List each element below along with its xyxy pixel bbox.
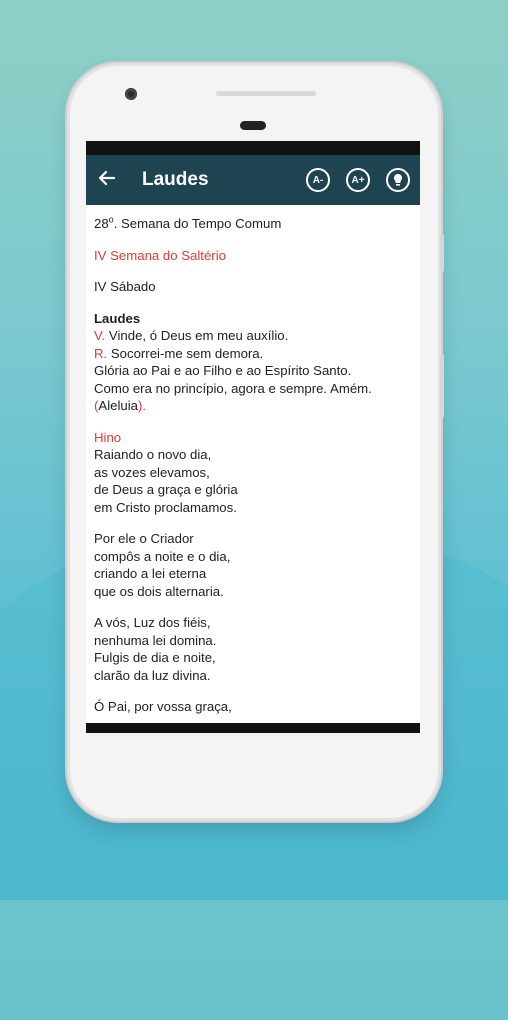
hymn-line: Por ele o Criador bbox=[94, 531, 194, 546]
phone-frame bbox=[70, 66, 438, 818]
app-bar bbox=[86, 155, 420, 205]
liturgical-week: 28$^o$. Semana do Tempo Comum bbox=[94, 214, 282, 231]
aleluia-close: ). bbox=[138, 398, 147, 413]
hymn-stanza-2 bbox=[94, 530, 412, 600]
lightbulb-icon[interactable] bbox=[386, 168, 410, 192]
versicle-marker: V. bbox=[94, 328, 106, 343]
versicle-text: Vinde, ó Deus em meu auxílio. bbox=[105, 328, 289, 343]
front-camera bbox=[125, 88, 137, 100]
earpiece-speaker bbox=[216, 91, 316, 96]
back-arrow-icon[interactable] bbox=[98, 155, 134, 205]
font-decrease-icon[interactable]: A- bbox=[306, 168, 330, 192]
hymn-line: clarão da luz divina. bbox=[94, 667, 211, 683]
hymn-line: criando a lei eterna bbox=[94, 566, 207, 581]
hymn-line: as vozes elevamos, bbox=[94, 464, 210, 480]
status-bar bbox=[86, 141, 420, 155]
phone-screen bbox=[86, 141, 420, 733]
response-text: Socorrei-me sem demora. bbox=[107, 345, 264, 361]
hymn-line: compôs a noite e o dia, bbox=[94, 548, 231, 564]
hymn-line: Fulgis de dia e noite, bbox=[94, 650, 216, 665]
hymn-line: Ó Pai, por vossa graça, bbox=[94, 699, 232, 714]
hymn-stanza-3 bbox=[94, 614, 412, 684]
hymn-stanza-4 bbox=[94, 698, 412, 716]
aleluia-open: ( bbox=[94, 398, 99, 413]
response-marker: R. bbox=[94, 345, 108, 361]
liturgical-day: IV Sábado bbox=[94, 279, 156, 294]
hymn-stanza-1 bbox=[94, 429, 412, 517]
hymn-line: nenhuma lei domina. bbox=[94, 632, 217, 648]
hymn-line: Raiando o novo dia, bbox=[94, 447, 212, 462]
power-button bbox=[440, 234, 444, 272]
font-increase-icon[interactable]: A+ bbox=[346, 168, 370, 192]
hymn-line: que os dois alternaria. bbox=[94, 583, 224, 599]
hymn-title: Hino bbox=[94, 429, 122, 445]
sensor-slot bbox=[240, 121, 266, 130]
volume-button bbox=[440, 354, 444, 418]
psalter-week: IV Semana do Saltério bbox=[94, 247, 226, 263]
gloria-line-1: Glória ao Pai e ao Filho e ao Espírito Santo. bbox=[94, 363, 352, 378]
hymn-line: A vós, Luz dos fiéis, bbox=[94, 615, 211, 630]
section-title: Laudes bbox=[94, 310, 141, 326]
page-title: Laudes bbox=[142, 169, 209, 190]
liturgy-text bbox=[86, 205, 420, 723]
gloria-line-2: Como era no princípio, agora e sempre. Amém. bbox=[94, 380, 372, 396]
hymn-line: de Deus a graça e glória bbox=[94, 482, 238, 497]
aleluia-word: Aleluia bbox=[98, 398, 138, 413]
hymn-line: em Cristo proclamamos. bbox=[94, 499, 237, 515]
nav-bar-strip bbox=[86, 723, 420, 733]
invitatory-block bbox=[94, 310, 412, 415]
